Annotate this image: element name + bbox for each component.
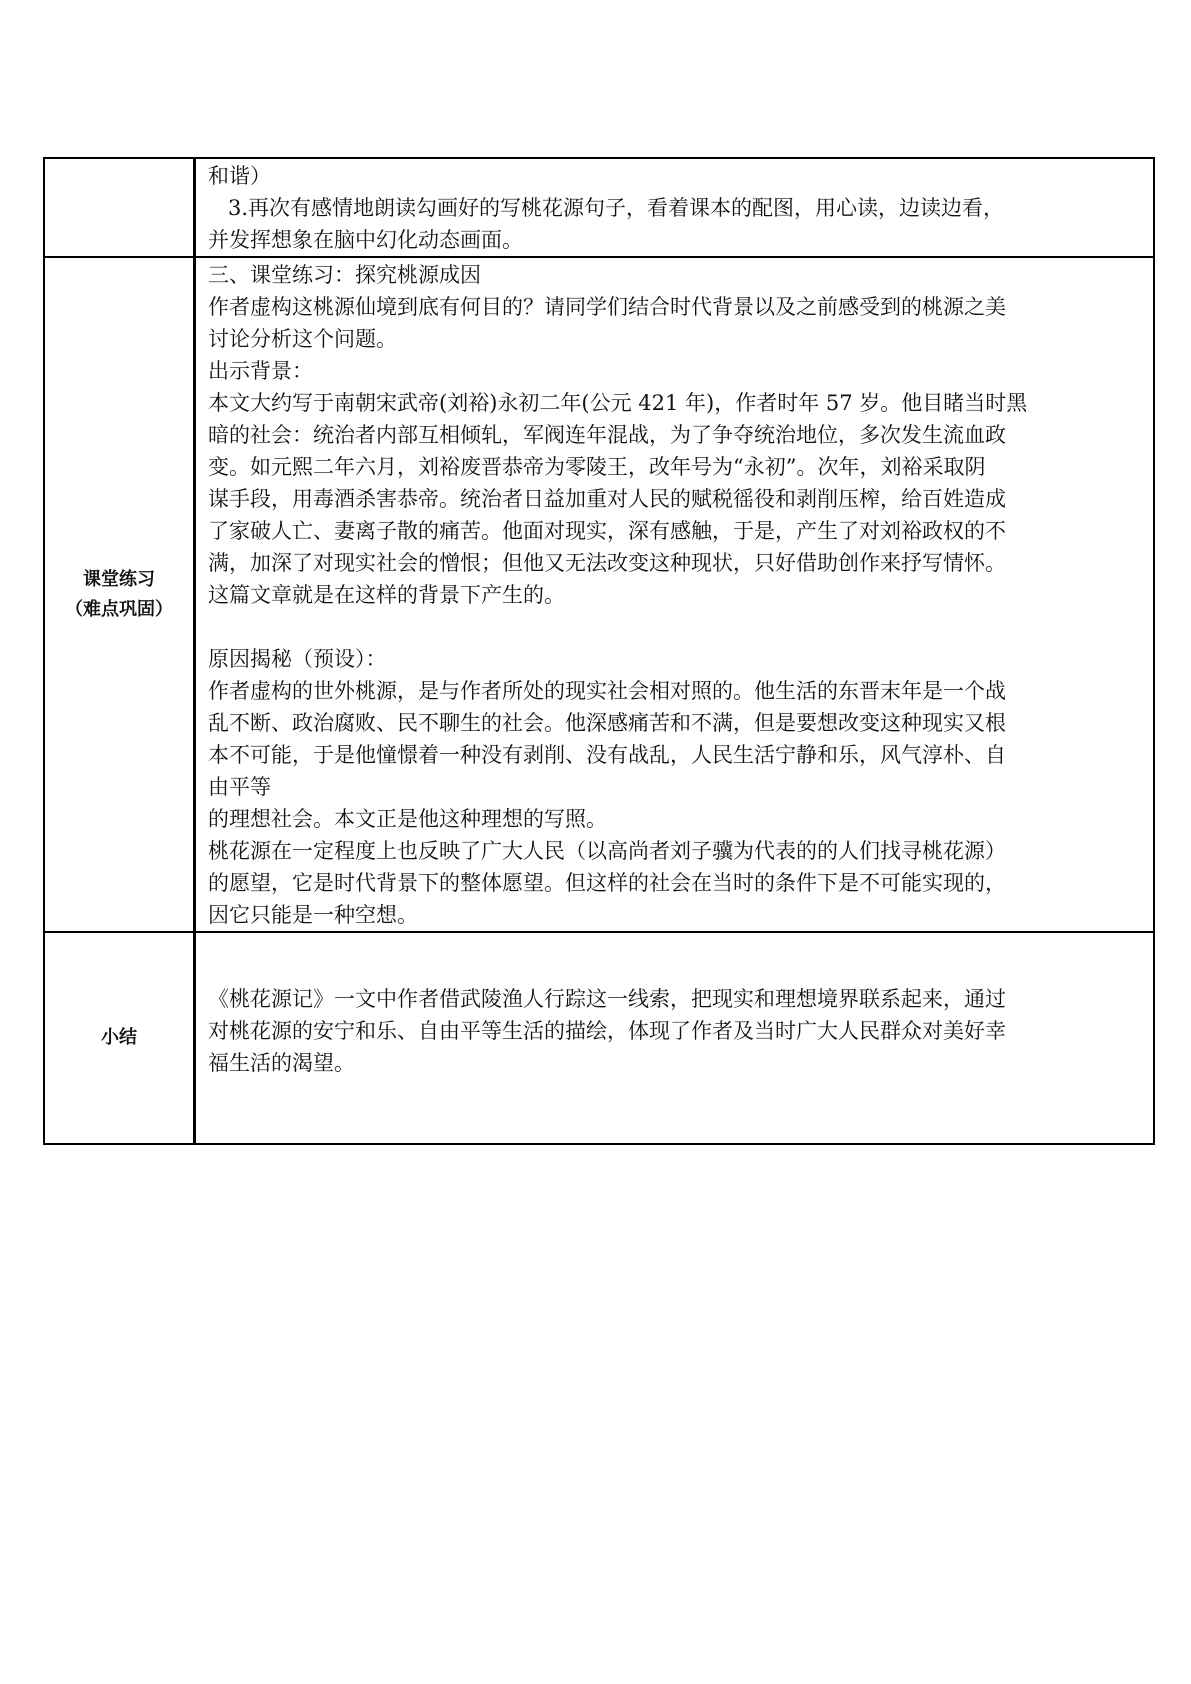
text-line: 变。如元熙二年六月，刘裕废晋恭帝为零陵王，改年号为“永初”。次年，刘裕采取阴 <box>208 455 986 479</box>
text-line: 这篇文章就是在这样的背景下产生的。 <box>208 583 565 607</box>
text-line: 了家破人亡、妻离子散的痛苦。他面对现实，深有感触，于是，产生了对刘裕政权的不 <box>208 519 1006 543</box>
background-title: 出示背景： <box>208 359 313 383</box>
text-line: 因它只能是一种空想。 <box>208 903 418 927</box>
lesson-plan-table <box>43 157 1155 1145</box>
text-line: 乱不断、政治腐败、民不聊生的社会。他深感痛苦和不满，但是要想改变这种现实又根 <box>208 711 1006 735</box>
row-content-practice <box>195 257 1155 932</box>
row-label-summary <box>44 932 195 1144</box>
text-line: 对桃花源的安宁和乐、自由平等生活的描绘，体现了作者及当时广大人民群众对美好幸 <box>208 1019 1006 1043</box>
text-line: 的愿望，它是时代背景下的整体愿望。但这样的社会在当时的条件下是不可能实现的， <box>208 871 1006 895</box>
label-practice: 课堂练习 <box>83 568 155 590</box>
text-line: 3.再次有感情地朗读勾画好的写桃花源句子，看着课本的配图，用心读，边读边看， <box>228 196 1005 220</box>
text-line: 本不可能，于是他憧憬着一种没有剥削、没有战乱，人民生活宁静和乐，风气淳朴、自 <box>208 743 1006 767</box>
table-row-practice <box>44 257 1154 932</box>
row-label-practice <box>44 257 195 932</box>
text-line: 讨论分析这个问题。 <box>208 327 397 351</box>
text-line: 本文大约写于南朝宋武帝(刘裕)永初二年(公元 421 年)，作者时年 57 岁。他目睹当时黑 <box>208 391 1028 415</box>
label-practice-sub: （难点巩固） <box>65 598 173 620</box>
text-line: 的理想社会。本文正是他这种理想的写照。 <box>208 807 607 831</box>
text-line: 桃花源在一定程度上也反映了广大人民（以高尚者刘子骥为代表的的人们找寻桃花源） <box>208 839 1006 863</box>
text-line: 《桃花源记》一文中作者借武陵渔人行踪这一线索，把现实和理想境界联系起来，通过 <box>208 987 1006 1011</box>
text-line: 和谐） <box>208 164 271 188</box>
section-heading: 三、课堂练习：探究桃源成因 <box>208 263 481 287</box>
text-line: 福生活的渴望。 <box>208 1051 355 1075</box>
table-row-summary <box>44 932 1154 1144</box>
text-line: 作者虚构的世外桃源，是与作者所处的现实社会相对照的。他生活的东晋末年是一个战 <box>208 679 1006 703</box>
text-line: 暗的社会：统治者内部互相倾轧，军阀连年混战，为了争夺统治地位，多次发生流血政 <box>208 423 1006 447</box>
table-row-continued <box>44 158 1154 257</box>
text-line: 谋手段，用毒酒杀害恭帝。统治者日益加重对人民的赋税徭役和剥削压榨，给百姓造成 <box>208 487 1006 511</box>
row-content-continued <box>195 158 1155 257</box>
text-line: 并发挥想象在脑中幻化动态画面。 <box>208 228 523 252</box>
label-summary: 小结 <box>101 1027 137 1048</box>
reason-title: 原因揭秘（预设）： <box>208 647 387 671</box>
row-content-summary <box>195 932 1155 1144</box>
text-line: 满，加深了对现实社会的憎恨；但他又无法改变这种现状，只好借助创作来抒写情怀。 <box>208 551 1006 575</box>
text-line: 由平等 <box>208 775 271 799</box>
text-line: 作者虚构这桃源仙境到底有何目的？请同学们结合时代背景以及之前感受到的桃源之美 <box>208 295 1006 319</box>
blank-line <box>208 611 1143 643</box>
row-label-empty <box>44 158 195 257</box>
